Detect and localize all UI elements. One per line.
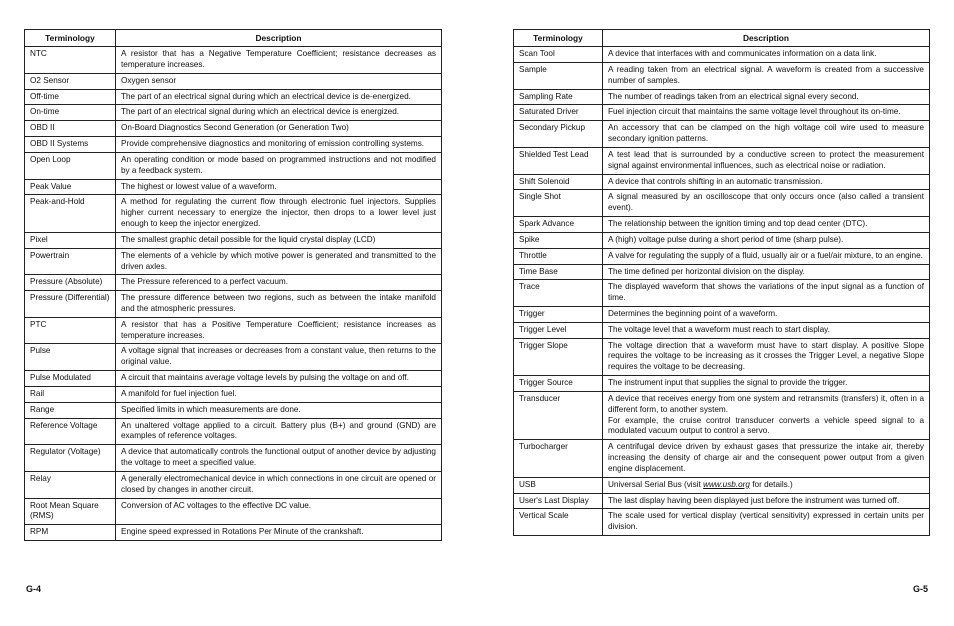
description-text: Specified limits in which measurements are done. (121, 404, 301, 414)
description-text: The elements of a vehicle by which motive power is generated and transmitted to the driven axles. (121, 250, 436, 271)
table-row (514, 376, 930, 392)
table-row (514, 509, 930, 536)
description-cell (603, 190, 930, 217)
header-description: Description (603, 30, 930, 47)
term-cell: Trigger (514, 307, 603, 323)
description-cell (116, 525, 442, 541)
description-text: A device that controls shifting in an automatic transmission. (608, 176, 823, 186)
description-cell (116, 402, 442, 418)
header-description: Description (116, 30, 442, 47)
term-cell: Relay (25, 471, 116, 498)
description-cell (603, 376, 930, 392)
table-row (25, 121, 442, 137)
term-cell: PTC (25, 317, 116, 344)
description-cell (116, 418, 442, 445)
description-text: A manifold for fuel injection fuel. (121, 388, 237, 398)
table-row (514, 232, 930, 248)
table-row (25, 89, 442, 105)
description-cell (116, 179, 442, 195)
description-text: The time defined per horizontal division on the display. (608, 266, 805, 276)
term-cell: O2 Sensor (25, 73, 116, 89)
table-row (25, 525, 442, 541)
table-row (514, 307, 930, 323)
header-terminology: Terminology (514, 30, 603, 47)
description-cell (603, 248, 930, 264)
description-cell (116, 195, 442, 232)
description-cell (116, 137, 442, 153)
table-row (25, 291, 442, 318)
description-text: The pressure difference between two regions, such as between the intake manifold and the atmospheric pressures. (121, 293, 436, 313)
description-cell (116, 152, 442, 179)
description-text: Determines the beginning point of a waveform. (608, 309, 778, 318)
table-row (514, 62, 930, 89)
description-text: A device that automatically controls the functional output of another device by adjusting the voltage to meet a specified value. (121, 447, 436, 468)
term-cell: Shielded Test Lead (514, 147, 603, 174)
table-header-row (514, 30, 930, 47)
description-text: A voltage signal that increases or decreases from a constant value, then returns to the original value. (121, 346, 436, 367)
term-cell: User's Last Display (514, 493, 603, 509)
table-row (25, 195, 442, 232)
table-row (514, 391, 930, 439)
term-cell: Saturated Driver (514, 105, 603, 121)
description-text: A valve for regulating the supply of a fluid, usually air or a fuel/air mixture, to an engine. (608, 250, 923, 260)
table-row (514, 217, 930, 233)
term-cell: OBD II Systems (25, 137, 116, 153)
table-row (514, 174, 930, 190)
table-row (514, 121, 930, 148)
description-cell (116, 121, 442, 137)
description-text: The part of an electrical signal during which an electrical device is energized. (121, 107, 400, 117)
description-cell (603, 105, 930, 121)
description-cell (603, 477, 930, 493)
description-cell (603, 147, 930, 174)
term-cell: Reference Voltage (25, 418, 116, 445)
table-row (25, 344, 442, 371)
description-cell (116, 275, 442, 291)
table-row (25, 152, 442, 179)
description-cell (603, 322, 930, 338)
term-cell: Root Mean Square (RMS) (25, 498, 116, 525)
header-terminology: Terminology (25, 30, 116, 47)
table-row (514, 493, 930, 509)
term-cell: Range (25, 402, 116, 418)
term-cell: Secondary Pickup (514, 121, 603, 148)
description-cell (116, 291, 442, 318)
term-cell: Trigger Level (514, 322, 603, 338)
description-cell (603, 47, 930, 63)
term-cell: Spark Advance (514, 217, 603, 233)
description-text: The highest or lowest value of a waveform. (121, 181, 277, 191)
description-cell (116, 344, 442, 371)
description-text: A centrifugal device driven by exhaust gases that pressurize the intake air, thereby increasing the density of charge air and the consequent power output from a given engine displacement. (608, 442, 924, 473)
description-cell (603, 307, 930, 323)
description-cell (116, 105, 442, 121)
description-text: The voltage direction that a waveform must have to start display. A positive Slope requires the voltage to be increasing as it crosses the Trigger Level, a negative Slope requires the voltage to be decreasing. (608, 340, 924, 372)
table-row (25, 179, 442, 195)
table-row (25, 275, 442, 291)
page-number-left: G-4 (26, 584, 42, 594)
table-row (514, 338, 930, 375)
table-row (514, 264, 930, 280)
table-row (25, 418, 442, 445)
description-text: A device that interfaces with and communicates information on a data link. (608, 49, 877, 59)
table-row (514, 89, 930, 105)
table-row (25, 471, 442, 498)
description-text: Conversion of AC voltages to the effective DC value. (121, 500, 312, 510)
table-row (514, 147, 930, 174)
description-text: An accessory that can be clamped on the high voltage coil wire used to measure secondary ignition patterns. (608, 123, 924, 144)
description-text: A device that receives energy from one system and retransmits (transfers) it, often in a different form, to another system. (608, 393, 924, 414)
term-cell: NTC (25, 47, 116, 74)
table-row (25, 248, 442, 275)
table-row (514, 440, 930, 477)
description-text: A circuit that maintains average voltage levels by pulsing the voltage on and off. (121, 373, 409, 383)
glossary-body-left (25, 47, 442, 541)
description-cell (116, 471, 442, 498)
description-text: The smallest graphic detail possible for the liquid crystal display (LCD) (121, 234, 376, 244)
description-text: A signal measured by an oscilloscope that only occurs once (also called a transient event). (608, 192, 924, 213)
term-cell: Pixel (25, 232, 116, 248)
term-cell: On-time (25, 105, 116, 121)
term-cell: Shift Solenoid (514, 174, 603, 190)
term-cell: Throttle (514, 248, 603, 264)
term-cell: Single Shot (514, 190, 603, 217)
description-text: The displayed waveform that shows the variations of the input signal as a function of time. (608, 282, 924, 303)
description-cell (116, 371, 442, 387)
description-text: The voltage level that a waveform must reach to start display. (608, 324, 830, 334)
term-cell: Rail (25, 386, 116, 402)
term-cell: Spike (514, 232, 603, 248)
left-page (24, 29, 442, 541)
description-cell (603, 89, 930, 105)
table-row (25, 232, 442, 248)
term-cell: USB (514, 477, 603, 493)
description-text: On-Board Diagnostics Second Generation (or Generation Two) (121, 123, 349, 133)
table-row (25, 137, 442, 153)
description-cell (603, 62, 930, 89)
description-text: Universal Serial Bus (visit (608, 479, 704, 489)
term-cell: Sample (514, 62, 603, 89)
term-cell: Vertical Scale (514, 509, 603, 536)
description-cell (603, 338, 930, 375)
description-text: For example, the cruise control transducer converts a vehicle speed signal to a modulated vacuum output to control a servo. (608, 415, 924, 436)
right-page (513, 29, 930, 536)
table-row (25, 47, 442, 74)
term-cell: Trace (514, 280, 603, 307)
glossary-body-right (514, 47, 930, 536)
term-cell: Pressure (Differential) (25, 291, 116, 318)
description-cell (603, 509, 930, 536)
glossary-table-left (24, 29, 442, 541)
description-text: A generally electromechanical device in which connections in one circuit are opened or closed by changes in another circuit. (121, 473, 436, 494)
term-cell: Powertrain (25, 248, 116, 275)
description-cell (603, 280, 930, 307)
term-cell: Open Loop (25, 152, 116, 179)
description-text: The relationship between the ignition timing and top dead center (DTC). (608, 219, 868, 229)
table-row (514, 105, 930, 121)
table-row (25, 371, 442, 387)
description-text: for details.) (749, 479, 793, 489)
description-cell (116, 386, 442, 402)
term-cell: RPM (25, 525, 116, 541)
term-cell: Pressure (Absolute) (25, 275, 116, 291)
description-text: Fuel injection circuit that maintains the same voltage level throughout its on-time. (608, 107, 901, 117)
description-cell (603, 391, 930, 439)
term-cell: Transducer (514, 391, 603, 439)
term-cell: Turbocharger (514, 440, 603, 477)
table-row (25, 105, 442, 121)
table-row (514, 190, 930, 217)
description-cell (603, 493, 930, 509)
description-text: The number of readings taken from an electrical signal every second. (608, 91, 859, 101)
term-cell: Peak-and-Hold (25, 195, 116, 232)
description-cell (603, 174, 930, 190)
description-cell (116, 73, 442, 89)
description-cell (603, 440, 930, 477)
description-cell (116, 248, 442, 275)
description-cell (603, 121, 930, 148)
description-cell (603, 264, 930, 280)
table-row (514, 322, 930, 338)
term-cell: Pulse (25, 344, 116, 371)
term-cell: OBD II (25, 121, 116, 137)
description-text: The last display having been displayed just before the instrument was turned off. (608, 495, 900, 505)
description-text: An operating condition or mode based on programmed instructions and not modified by a feedback system. (121, 154, 436, 175)
description-text: The scale used for vertical display (vertical sensitivity) expressed in certain units per division. (608, 511, 924, 532)
table-header-row (25, 30, 442, 47)
glossary-table-right (513, 29, 930, 536)
usb-website-link[interactable]: www.usb.org (703, 479, 750, 489)
table-row (514, 248, 930, 264)
term-cell: Time Base (514, 264, 603, 280)
term-cell: Trigger Slope (514, 338, 603, 375)
table-row (25, 402, 442, 418)
term-cell: Trigger Source (514, 376, 603, 392)
term-cell: Off-time (25, 89, 116, 105)
table-row (25, 317, 442, 344)
description-text: The instrument input that supplies the signal to provide the trigger. (608, 378, 848, 388)
description-text: Oxygen sensor (121, 75, 177, 85)
description-cell (116, 47, 442, 74)
term-cell: Sampling Rate (514, 89, 603, 105)
description-text: Engine speed expressed in Rotations Per Minute of the crankshaft. (121, 527, 364, 537)
description-text: Provide comprehensive diagnostics and monitoring of emission controlling systems. (121, 139, 425, 149)
term-cell: Regulator (Voltage) (25, 445, 116, 472)
description-cell (116, 445, 442, 472)
description-text: A reading taken from an electrical signal. A waveform is created from a successive number of samples. (608, 64, 924, 85)
table-row (514, 477, 930, 493)
table-row (25, 445, 442, 472)
description-text: An unaltered voltage applied to a circuit. Battery plus (B+) and ground (GND) are examples of reference voltages. (121, 420, 436, 441)
description-text: A test lead that is surrounded by a conductive screen to protect the measurement signal against environmental influences, such as electrical noise or radiation. (608, 149, 924, 170)
table-row (25, 386, 442, 402)
term-cell: Scan Tool (514, 47, 603, 63)
term-cell: Pulse Modulated (25, 371, 116, 387)
description-text: A resistor that has a Positive Temperature Coefficient; resistance increases as temperature increases. (121, 319, 436, 340)
description-cell (116, 317, 442, 344)
description-text: The part of an electrical signal during which an electrical device is de-energized. (121, 91, 411, 101)
description-cell (116, 89, 442, 105)
description-text: A resistor that has a Negative Temperature Coefficient; resistance decreases as temperature increases. (121, 49, 436, 69)
description-text: A (high) voltage pulse during a short period of time (sharp pulse). (608, 234, 844, 244)
description-cell (116, 498, 442, 525)
description-cell (603, 232, 930, 248)
table-row (514, 280, 930, 307)
table-row (514, 47, 930, 63)
description-cell (603, 217, 930, 233)
description-cell (116, 232, 442, 248)
description-text: A method for regulating the current flow through electronic fuel injectors. Supplies higher current necessary to energize the injector, then drops to a lower level just enough to keep the injector energized. (121, 197, 436, 229)
term-cell: Peak Value (25, 179, 116, 195)
description-text: The Pressure referenced to a perfect vacuum. (121, 277, 289, 287)
table-row (25, 73, 442, 89)
table-row (25, 498, 442, 525)
page-number-right: G-5 (913, 584, 929, 594)
